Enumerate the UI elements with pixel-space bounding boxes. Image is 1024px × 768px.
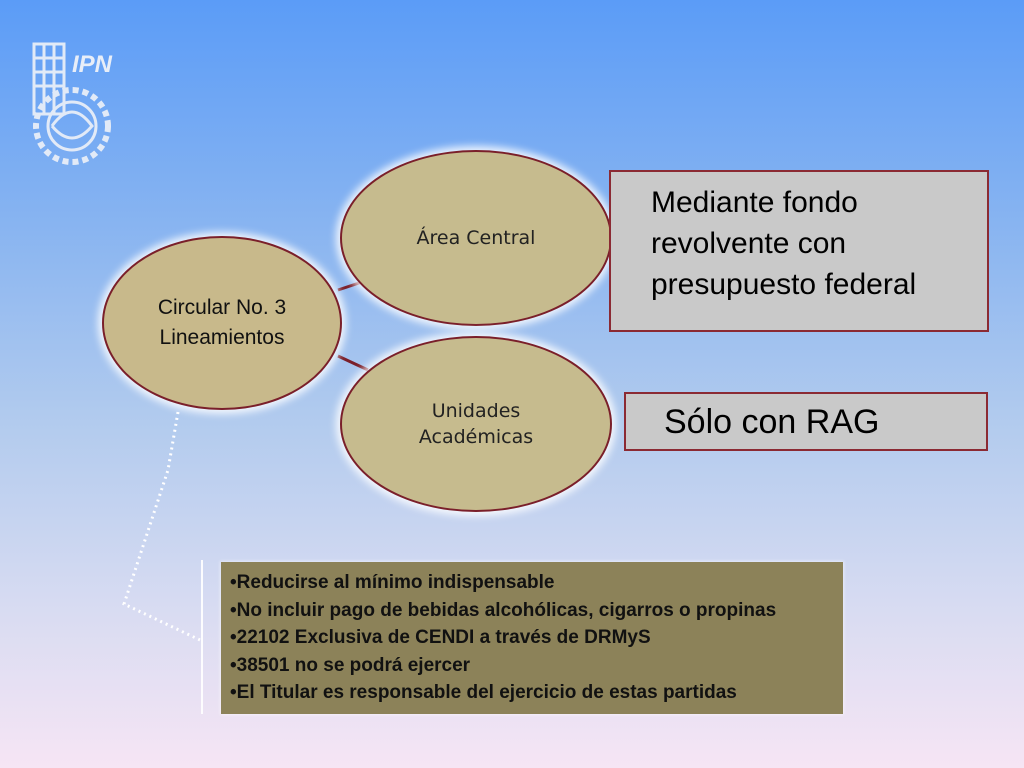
callout-solo-rag: [624, 392, 988, 451]
svg-text:IPN: IPN: [72, 51, 113, 78]
connector-unidades: [338, 356, 368, 370]
list-item: • No incluir pago de bebidas alcohólicas, cigarros o propinas: [230, 597, 843, 625]
callout-fondo-line1: Mediante fondo: [651, 186, 858, 219]
node-root-line1: Circular No. 3: [157, 296, 287, 319]
callout-fondo-line3: presupuesto federal: [651, 268, 917, 301]
dotted-connector: [124, 412, 200, 640]
notes-box: [221, 562, 843, 714]
node-unidades-academicas: [340, 336, 612, 512]
node-area-central-label: Área Central: [416, 227, 536, 249]
node-root-line2: Lineamientos: [159, 326, 285, 349]
node-circular-lineamientos: [102, 236, 342, 410]
list-item: • 22102 Exclusiva de CENDI a través de DRMyS: [230, 624, 843, 652]
notes-list: [230, 569, 843, 707]
list-item: • Reducirse al mínimo indispensable: [230, 569, 843, 597]
callout-rag-label: Sólo con RAG: [664, 403, 880, 441]
callout-fondo-line2: revolvente con: [651, 227, 847, 260]
node-unidades-line2: Académicas: [418, 426, 534, 448]
notes-divider: [201, 560, 203, 714]
list-item: • 38501 no se podrá ejercer: [230, 652, 843, 680]
callout-fondo-revolvente: [609, 170, 989, 332]
node-unidades-line1: Unidades: [431, 400, 521, 422]
node-area-central: [340, 150, 612, 326]
list-item: • El Titular es responsable del ejercicio de estas partidas: [230, 679, 843, 707]
